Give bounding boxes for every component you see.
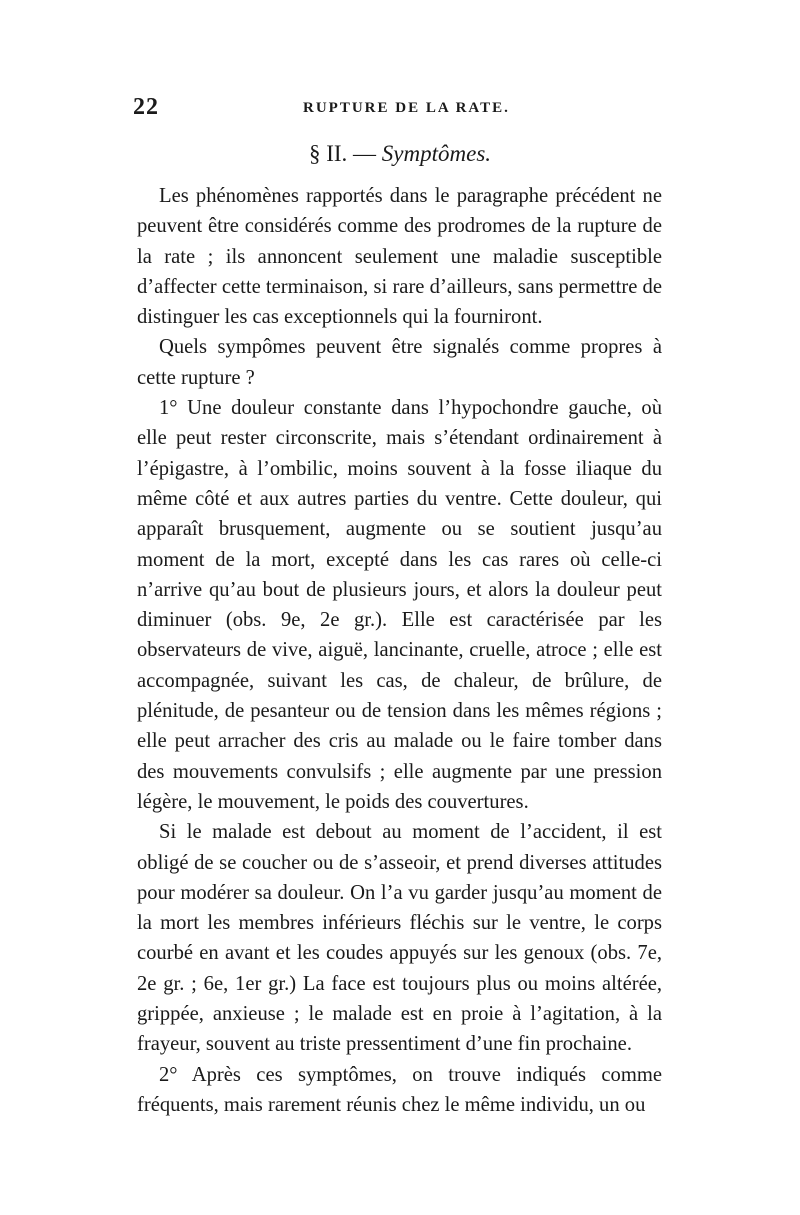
- section-title: Symptômes.: [381, 141, 492, 166]
- section-heading: [0, 141, 800, 167]
- body-text: [137, 181, 662, 1120]
- running-title: RUPTURE DE LA RATE.: [303, 100, 510, 116]
- paragraph: 2° Après ces symptômes, on trouve indiqués comme fréquents, mais rarement réunis chez le même individu, un ou: [137, 1063, 662, 1116]
- paragraph: Les phénomènes rapportés dans le paragraphe précédent ne peuvent être considérés comme des prodromes de la rupture de la rate ; ils annoncent seulement une maladie susceptible d’affecter cette terminaison, si rare d’ailleurs, sans permettre de distinguer les cas exceptionnels qui la fourniront.: [137, 185, 662, 329]
- paragraph: Si le malade est debout au moment de l’accident, il est obligé de se coucher ou de s’asseoir, et prend diverses attitudes pour modérer sa douleur. On l’a vu garder jusqu’au moment de la mort les membres inférieurs fléchis sur le ventre, le corps courbé en avant et les coudes appuyés sur les genoux (obs. 7e, 2e gr. ; 6e, 1er gr.) La face est toujours plus ou moins altérée, grippée, anxieuse ; le malade est en proie à l’agitation, à la frayeur, souvent au triste pressentiment d’une fin prochaine.: [137, 821, 662, 1056]
- running-head: [133, 94, 668, 124]
- paragraph: 1° Une douleur constante dans l’hypochondre gauche, où elle peut rester circonscrite, mais s’étendant ordinairement à l’épigastre, à l’ombilic, moins souvent à la fosse iliaque du même côté et aux autres parties du ventre. Cette douleur, qui apparaît brusquement, augmente ou se soutient jusqu’au moment de la mort, excepté dans les cas rares où celle-ci n’arrive qu’au bout de plusieurs jours, et alors la douleur peut diminuer (obs. 9e, 2e gr.). Elle est caractérisée par les observateurs de vive, aiguë, lancinante, cruelle, atroce ; elle est accompagnée, suivant les cas, de chaleur, de brûlure, de plénitude, de pesanteur ou de tension dans les mêmes régions ; elle peut arracher des cris au malade ou le faire tomber dans des mouvements convulsifs ; elle augmente par une pression légère, le mouvement, le poids des couvertures.: [137, 397, 662, 813]
- page-number: 22: [133, 94, 159, 120]
- section-number: § II. —: [308, 141, 377, 166]
- paragraph: Quels sympômes peuvent être signalés comme propres à cette rupture ?: [137, 336, 662, 389]
